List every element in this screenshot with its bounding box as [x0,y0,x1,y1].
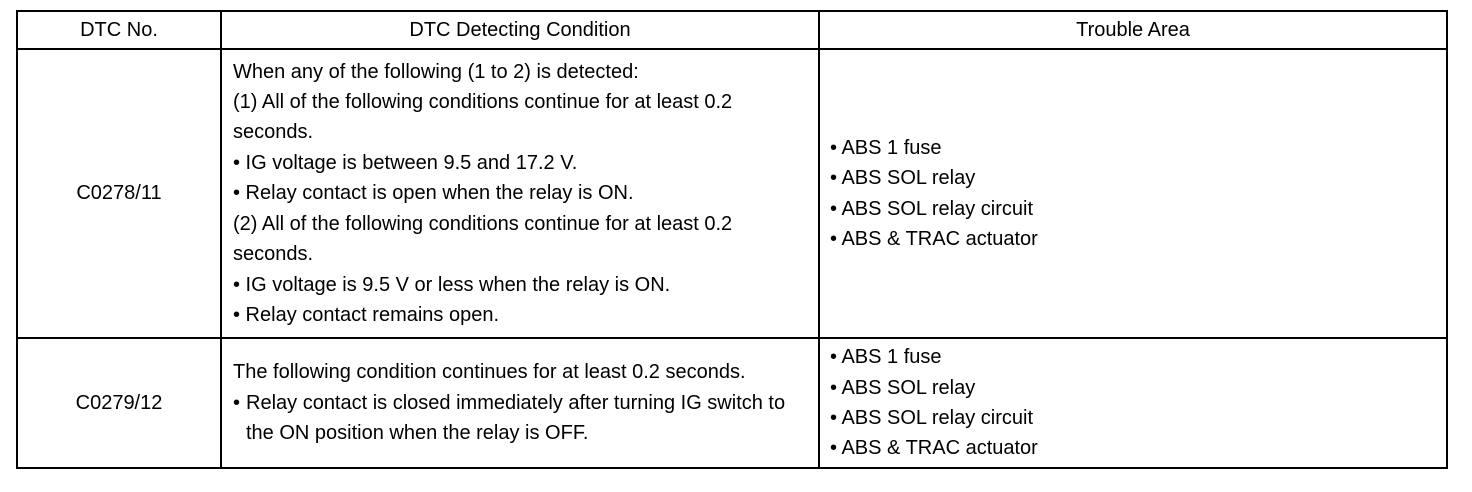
detecting-condition [221,338,819,468]
dtc-number: C0279/12 [17,338,221,468]
header-dtc-no: DTC No. [17,11,221,49]
header-detecting-condition: DTC Detecting Condition [221,11,819,49]
trouble-area-item: • ABS 1 fuse [830,136,942,159]
table-row [17,49,1447,338]
condition-line: (1) All of the following conditions continue for at least 0.2 [233,91,733,114]
condition-line: • IG voltage is 9.5 V or less when the relay is ON. [233,273,671,296]
condition-line: • IG voltage is between 9.5 and 17.2 V. [233,151,578,174]
condition-line: seconds. [233,243,314,266]
condition-line: seconds. [233,121,314,144]
condition-line: The following condition continues for at least 0.2 seconds. [233,361,746,384]
table-row [17,338,1447,468]
trouble-area-item: • ABS & TRAC actuator [830,437,1038,460]
bullet-icon: • [233,391,241,414]
condition-bullet-text: Relay contact is closed immediately after turning IG switch to the ON position when the relay is OFF. [246,391,786,445]
header-row [17,11,1447,49]
condition-bullet [233,388,810,449]
trouble-area-item: • ABS 1 fuse [830,346,942,369]
trouble-area [819,338,1447,468]
condition-line: • Relay contact remains open. [233,303,500,326]
dtc-number: C0278/11 [17,49,221,338]
condition-line: When any of the following (1 to 2) is detected: [233,60,639,83]
detecting-condition [221,49,819,338]
condition-line: • Relay contact is open when the relay is ON. [233,182,634,205]
trouble-area-item: • ABS SOL relay circuit [830,407,1033,429]
trouble-area-item: • ABS SOL relay [830,376,976,399]
condition-line: (2) All of the following conditions continue for at least 0.2 [233,212,733,235]
trouble-area-item: • ABS & TRAC actuator [830,227,1038,250]
trouble-area-item: • ABS SOL relay circuit [830,197,1033,220]
trouble-area [819,49,1447,338]
trouble-area-item: • ABS SOL relay [830,167,976,190]
header-trouble-area: Trouble Area [819,11,1447,49]
dtc-table [16,10,1448,469]
